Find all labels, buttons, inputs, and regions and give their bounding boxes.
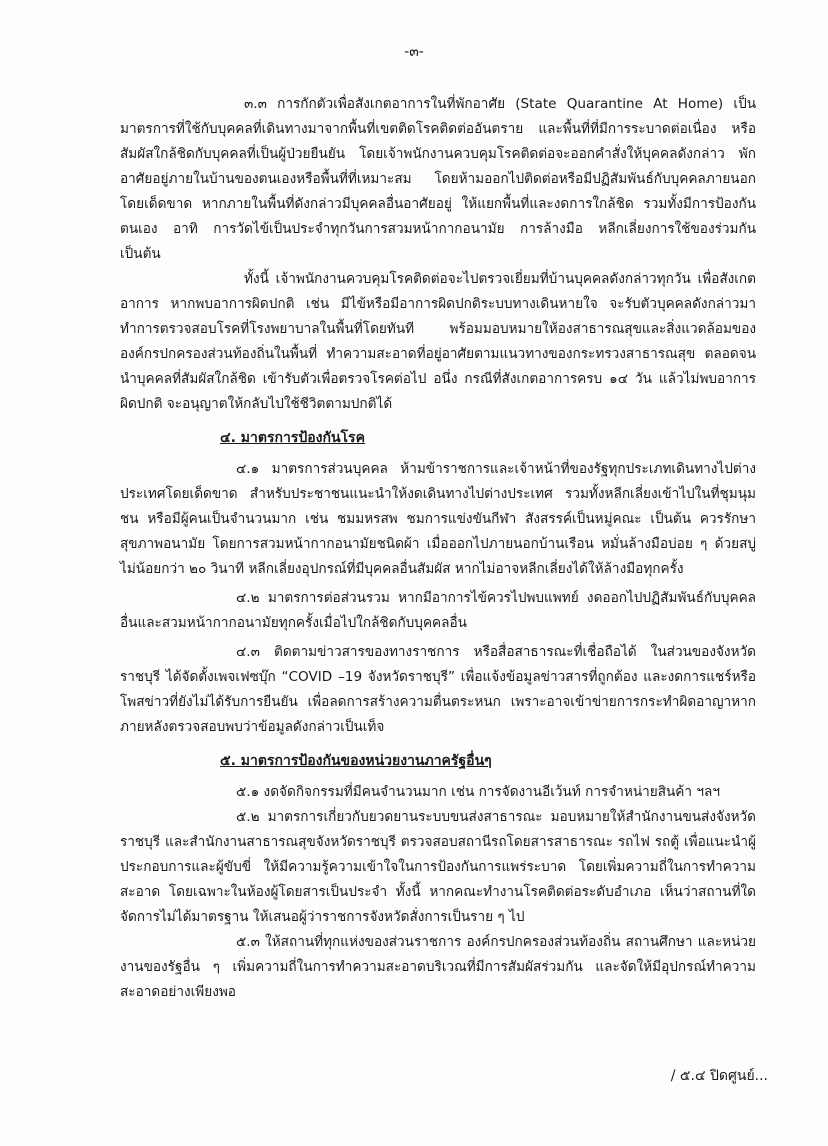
heading-section-5-text: ๕. มาตรการป้องกันของหน่วยงานภาครัฐอื่นๆ (220, 753, 492, 769)
paragraph-5-1: ๕.๑ งดจัดกิจกรรมที่มีคนจำนวนมาก เช่น การจัดงานอีเว้นท์ การจำหน่ายสินค้า ฯลฯ (236, 784, 720, 800)
continuation-footer: / ๕.๔ ปิดศูนย์... (670, 1068, 768, 1084)
heading-section-4-text: ๔. มาตรการป้องกันโรค (220, 430, 365, 446)
paragraph-3-3: ๓.๓ การกักตัวเพื่อสังเกตอาการในที่พักอาศัย (State Quarantine At Home) เป็นมาตรการที่ใช้กับบุคคลที่เดินทางมาจากพื้นที่เขตติดโรคติดต่ออันตราย และพื้นที่ที่มีการระบาดต่อเนื่อง หรือสัมผัสใกล้ชิดกับบุคคลที่เป็นผู้ป่วยยืนยัน โดยเจ้าพนักงานควบคุมโรคติดต่อจะออกคำสั่งให้บุคคลดังกล่าว พักอาศัยอยู่ภายในบ้านของตนเองหรือพื้นที่ที่เหมาะสม โดยห้ามออกไปติดต่อหรือมีปฏิสัมพันธ์กับบุคคลภายนอกโดยเด็ดขาด หากภายในพื้นที่ดังกล่าวมีบุคคลอื่นอาศัยอยู่ ให้แยกพื้นที่และงดการใกล้ชิด รวมทั้งมีการป้องกันตนเอง อาทิ การวัดไข้เป็นประจำทุกวันการสวมหน้ากากอนามัย การล้างมือ หลีกเลี่ยงการใช้ของร่วมกัน เป็นต้น (120, 96, 756, 262)
page-number: -๓- (404, 44, 424, 60)
paragraph-4-1: ๔.๑ มาตรการส่วนบุคคล ห้ามข้าราชการและเจ้าหน้าที่ของรัฐทุกประเภทเดินทางไปต่างประเทศโดยเด็ดขาด สำหรับประชาชนแนะนำให้งดเดินทางไปต่างประเทศ รวมทั้งหลีกเลี่ยงเข้าไปในที่ชุมนุมชน หรือมีผู้คนเป็นจำนวนมาก เช่น ชมมหรสพ ชมการแข่งขันกีฬา สังสรรค์เป็นหมู่คณะ เป็นต้น ควรรักษาสุขภาพอนามัย โดยการสวมหน้ากากอนามัยชนิดผ้า เมื่อออกไปภายนอกบ้านเรือน หมั่นล้างมือบ่อย ๆ ด้วยสบู่ ไม่น้อยกว่า ๒๐ วินาที หลีกเลี่ยงอุปกรณ์ที่มีบุคคลอื่นสัมผัส หากไม่อาจหลีกเลี่ยงได้ให้ล้างมือทุกครั้ง (120, 461, 756, 577)
paragraph-5-3: ๕.๓ ให้สถานที่ทุกแห่งของส่วนราชการ องค์กรปกครองส่วนท้องถิ่น สถานศึกษา และหน่วยงานของรัฐอื่น ๆ เพิ่มความถี่ในการทำความสะอาดบริเวณที่มีการสัมผัสร่วมกัน และจัดให้มีอุปกรณ์ทำความสะอาดอย่างเพียงพอ (120, 934, 756, 1000)
document-body (120, 92, 756, 1005)
paragraph-4-2: ๔.๒ มาตรการต่อส่วนรวม หากมีอาการไข้ควรไปพบแพทย์ งดออกไปปฏิสัมพันธ์กับบุคคลอื่นและสวมหน้ากากอนามัยทุกครั้งเมื่อไปใกล้ชิดกับบุคคลอื่น (120, 590, 756, 631)
heading-section-4 (120, 426, 756, 451)
paragraph-4-3: ๔.๓ ติดตามข่าวสารของทางราชการ หรือสื่อสาธารณะที่เชื่อถือได้ ในส่วนของจังหวัดราชบุรี ได้จัดตั้งเพจเฟซบุ๊ก “COVID –19 จังหวัดราชบุรี” เพื่อแจ้งข้อมูลข่าวสารที่ถูกต้อง และงดการแชร์หรือโพสข่าวที่ยังไม่ได้รับการยืนยัน เพื่อลดการสร้างความตื่นตระหนก เพราะอาจเข้าข่ายการกระทำผิดอาญาหากภายหลังตรวจสอบพบว่าข้อมูลดังกล่าวเป็นเท็จ (120, 644, 756, 735)
heading-section-5 (120, 749, 756, 774)
paragraph-3-3-continued: ทั้งนี้ เจ้าพนักงานควบคุมโรคติดต่อจะไปตรวจเยี่ยมที่บ้านบุคคลดังกล่าวทุกวัน เพื่อสังเกตอาการ หากพบอาการผิดปกติ เช่น มีไข้หรือมีอาการผิดปกติระบบทางเดินหายใจ จะรับตัวบุคคลดังกล่าวมาทำการตรวจสอบโรคที่โรงพยาบาลในพื้นที่โดยทันที พร้อมมอบหมายให้องสาธารณสุขและสิ่งแวดล้อมขององค์กรปกครองส่วนท้องถิ่นในพื้นที่ ทำความสะอาดที่อยู่อาศัยตามแนวทางของกระทรวงสาธารณสุข ตลอดจนนำบุคคลที่สัมผัสใกล้ชิด เข้ารับตัวเพื่อตรวจโรคต่อไป อนึ่ง กรณีที่สังเกตอาการครบ ๑๔ วัน แล้วไม่พบอาการผิดปกติ จะอนุญาตให้กลับไปใช้ชีวิตตามปกติได้ (120, 271, 756, 412)
paragraph-5-2: ๕.๒ มาตรการเกี่ยวกับยวดยานระบบขนส่งสาธารณะ มอบหมายให้สำนักงานขนส่งจังหวัดราชบุรี และสำนักงานสาธารณสุขจังหวัดราชบุรี ตรวจสอบสถานีรถโดยสารสาธารณะ รถไฟ รถตู้ เพื่อแนะนำผู้ประกอบการและผู้ขับขี่ ให้มีความรู้ความเข้าใจในการป้องกันการแพร่ระบาด โดยเพิ่มความถี่ในการทำความสะอาด โดยเฉพาะในห้องผู้โดยสารเป็นประจำ ทั้งนี้ หากคณะทำงานโรคติดต่อระดับอำเภอ เห็นว่าสถานที่ใดจัดการไม่ได้มาตรฐาน ให้เสนอผู้ว่าราชการจังหวัดสั่งการเป็นราย ๆ ไป (120, 809, 756, 925)
